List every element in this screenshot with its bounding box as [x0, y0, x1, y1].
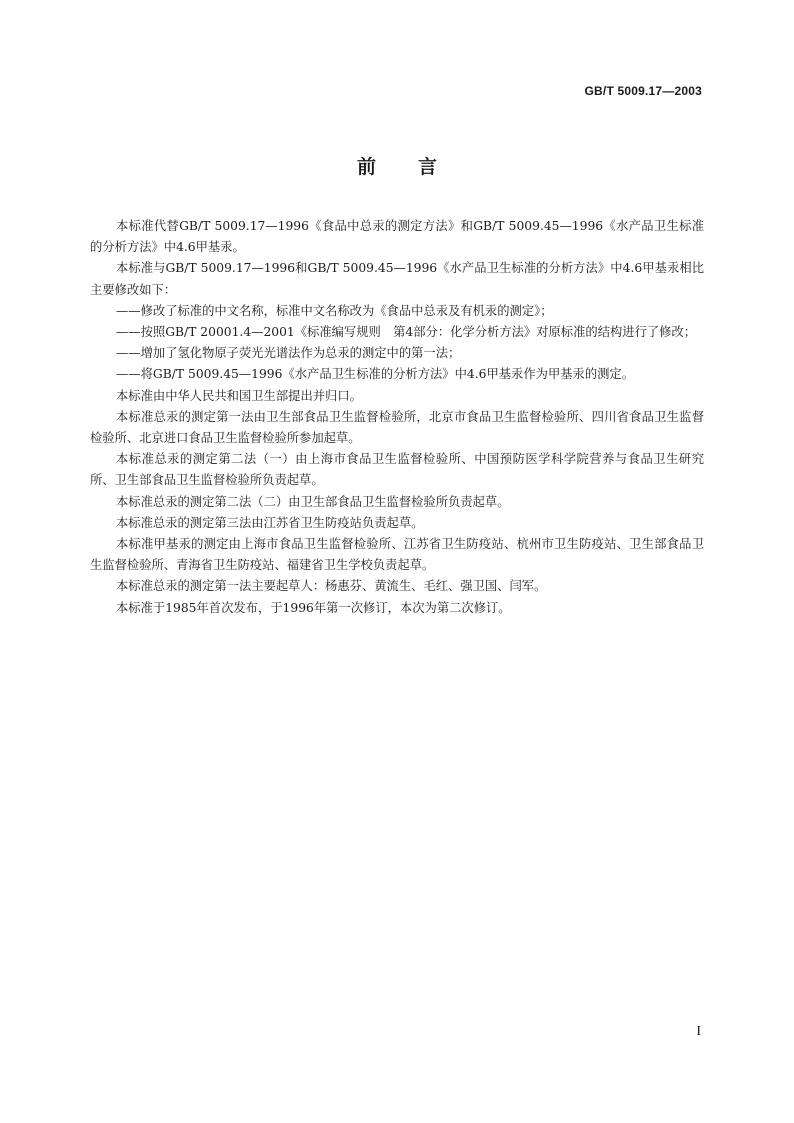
paragraph-proposer: 本标准由中华人民共和国卫生部提出并归口。	[116, 388, 362, 403]
list-item-change-structure: ——按照GB/T 20001.4—2001《标准编写规则 第4部分：化学分析方法》对原标准的结构进行了修改；	[116, 325, 697, 340]
standard-code: GB/T 5009.17—2003	[584, 84, 702, 98]
paragraph-drafter-method2b: 本标准总汞的测定第二法（二）由卫生部食品卫生监督检验所负责起草。	[116, 494, 510, 509]
page-number: I	[696, 1024, 701, 1039]
paragraph-drafter-methylmercury: 本标准甲基汞的测定由上海市食品卫生监督检验所、江苏省卫生防疫站、杭州市卫生防疫站、卫生部食品卫生监督检验所、青海省卫生防疫站、福建省卫生学校负责起草。	[90, 537, 704, 573]
list-item-add-method: ——增加了氢化物原子荧光光谱法作为总汞的测定中的第一法；	[116, 346, 461, 361]
paragraph-drafter-method1: 本标准总汞的测定第一法由卫生部食品卫生监督检验所，北京市食品卫生监督检验所、四川省食品卫生监督检验所、北京进口食品卫生监督检验所参加起草。	[90, 409, 704, 446]
list-item-change-name: ——修改了标准的中文名称，标准中文名称改为《食品中总汞及有机汞的测定》；	[116, 303, 553, 318]
document-body	[90, 216, 704, 619]
paragraph-history: 本标准于1985年首次发布，于1996年第一次修订，本次为第二次修订。	[116, 600, 511, 615]
paragraph-drafter-method3: 本标准总汞的测定第三法由江苏省卫生防疫站负责起草。	[116, 515, 424, 530]
paragraph-replaces: 本标准代替GB/T 5009.17—1996《食品中总汞的测定方法》和GB/T 5009.45—1996《水产品卫生标准的分析方法》中4.6甲基汞。	[90, 219, 704, 255]
paragraph-main-drafters: 本标准总汞的测定第一法主要起草人：杨惠芬、黄流生、毛红、强卫国、闫军。	[116, 579, 547, 594]
paragraph-changes-intro: 本标准与GB/T 5009.17—1996和GB/T 5009.45—1996《水产品卫生标准的分析方法》中4.6甲基汞相比主要修改如下：	[90, 261, 704, 297]
page-title: 前言	[356, 156, 479, 178]
list-item-methylmercury: ——将GB/T 5009.45—1996《水产品卫生标准的分析方法》中4.6甲基汞作为甲基汞的测定。	[116, 367, 635, 382]
paragraph-drafter-method2a: 本标准总汞的测定第二法（一）由上海市食品卫生监督检验所、中国预防医学科学院营养与食品卫生研究所、卫生部食品卫生监督检验所负责起草。	[90, 452, 704, 488]
